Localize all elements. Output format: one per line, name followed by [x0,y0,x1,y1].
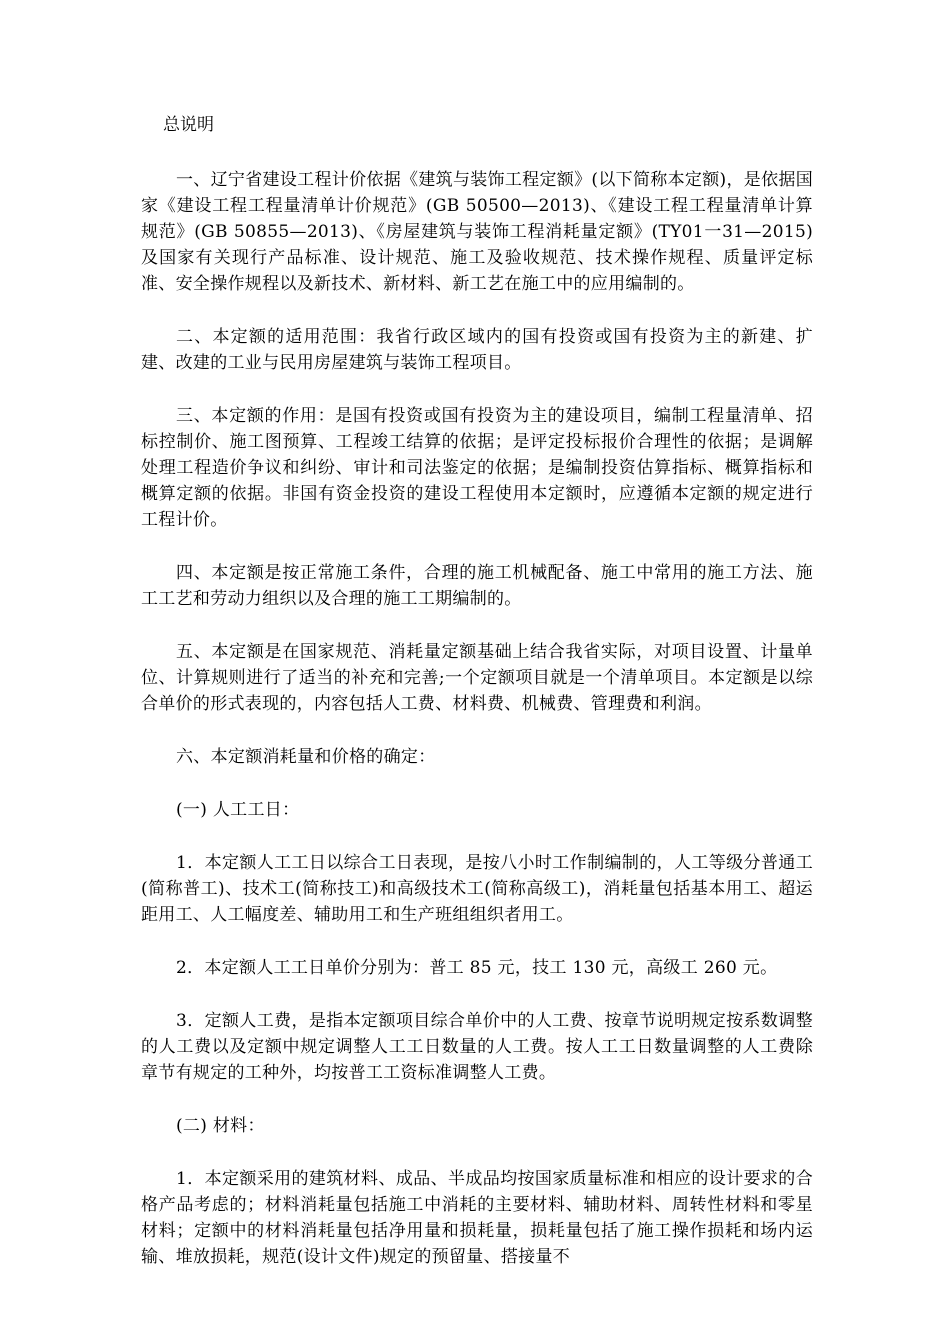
labor-item-1: 1．本定额人工工日以综合工日表现，是按八小时工作制编制的，人工等级分普通工(简称普工)、技术工(简称技工)和高级技术工(简称高级工)，消耗量包括基本用工、超运距用工、人工幅度差、辅助用工和生产班组组织者用工。 [141,853,813,925]
labor-item-3: 3．定额人工费，是指本定额项目综合单价中的人工费、按章节说明规定按系数调整的人工费以及定额中规定调整人工工日数量的人工费。按人工工日数量调整的人工费除章节有规定的工种外，均按普工工资标准调整人工费。 [141,1011,813,1083]
paragraph-5-supplement: 五、本定额是在国家规范、消耗量定额基础上结合我省实际，对项目设置、计量单位、计算规则进行了适当的补充和完善;一个定额项目就是一个清单项目。本定额是以综合单价的形式表现的，内容包括人工费、材料费、机械费、管理费和利润。 [141,642,813,714]
paragraph-2-scope: 二、本定额的适用范围：我省行政区域内的国有投资或国有投资为主的新建、扩建、改建的工业与民用房屋建筑与装饰工程项目。 [141,327,813,373]
paragraph-1-basis: 一、辽宁省建设工程计价依据《建筑与装饰工程定额》(以下简称本定额)，是依据国家《建设工程工程量清单计价规范》(GB 50500—2013)、《建设工程工程量清单计算规范》(GB 50855—2013)、《房屋建筑与装饰工程消耗量定额》(TY01一31—2015)及国家有关现行产品标准、设计规范、施工及验收规范、技术操作规程、质量评定标准、安全操作规程以及新技术、新材料、新工艺在施工中的应用编制的。 [141,170,813,294]
paragraph-6-consumption-heading: 六、本定额消耗量和价格的确定： [176,747,436,767]
document-title: 总说明 [163,115,214,135]
paragraph-3-purpose: 三、本定额的作用：是国有投资或国有投资为主的建设项目，编制工程量清单、招标控制价、施工图预算、工程竣工结算的依据；是评定投标报价合理性的依据；是调解处理工程造价争议和纠纷、审计和司法鉴定的依据；是编制投资估算指标、概算指标和概算定额的依据。非国有资金投资的建设工程使用本定额时，应遵循本定额的规定进行工程计价。 [141,406,813,530]
paragraph-4-conditions: 四、本定额是按正常施工条件，合理的施工机械配备、施工中常用的施工方法、施工工艺和劳动力组织以及合理的施工工期编制的。 [141,563,813,609]
labor-item-2: 2．本定额人工工日单价分别为：普工 85 元，技工 130 元，高级工 260 元。 [176,958,778,978]
subheading-labor: (一) 人工工日： [176,800,300,820]
subheading-materials: (二) 材料： [176,1116,265,1136]
materials-item-1: 1．本定额采用的建筑材料、成品、半成品均按国家质量标准和相应的设计要求的合格产品考虑的；材料消耗量包括施工中消耗的主要材料、辅助材料、周转性材料和零星材料；定额中的材料消耗量包括净用量和损耗量，损耗量包括了施工操作损耗和场内运输、堆放损耗，规范(设计文件)规定的预留量、搭接量不 [141,1169,813,1267]
document-body [141,112,813,1270]
